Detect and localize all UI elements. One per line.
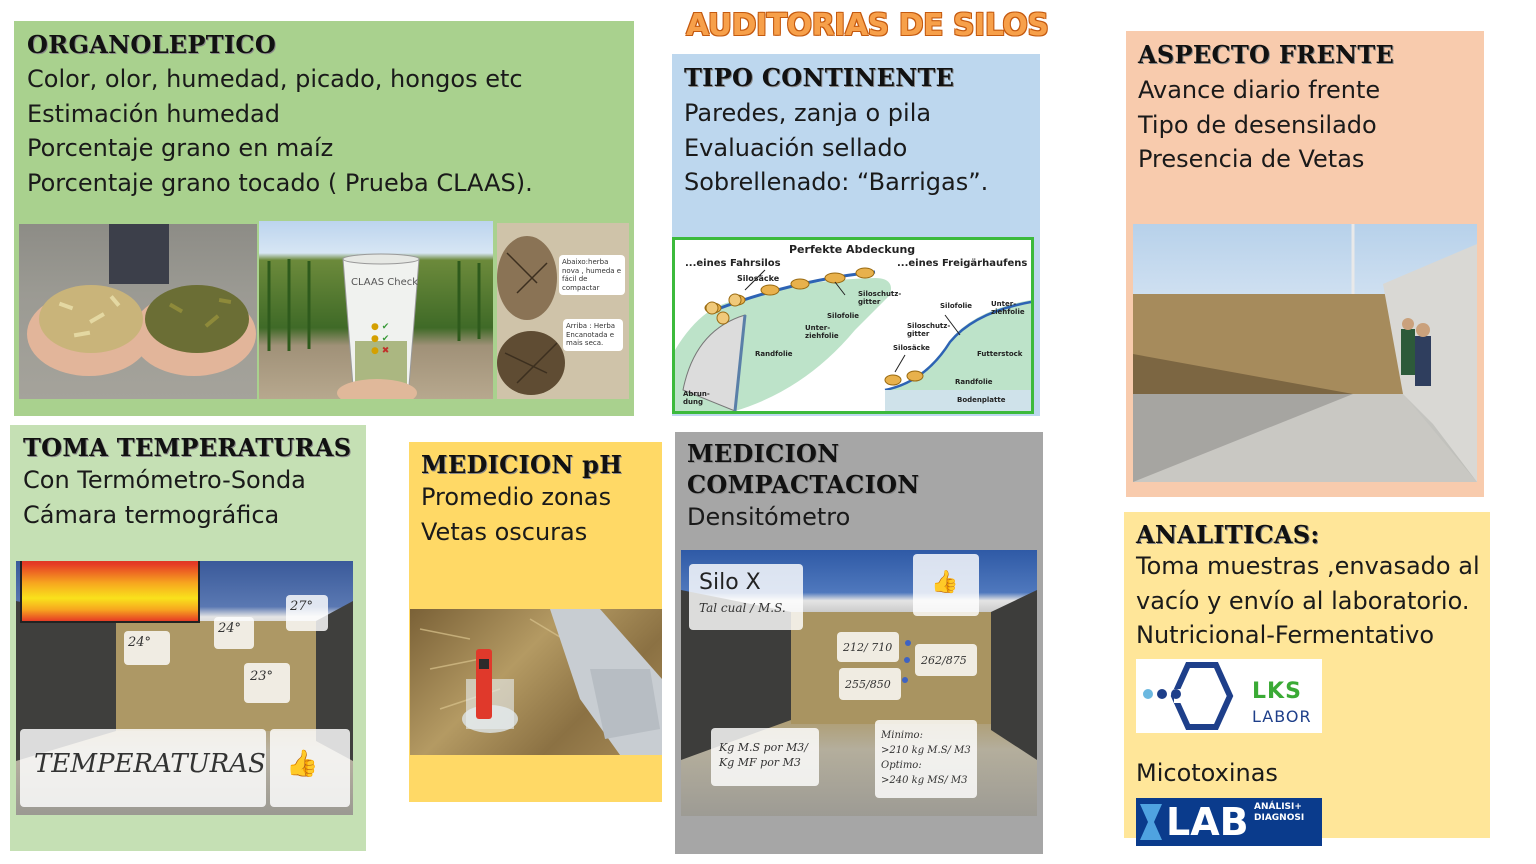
analiticas-line: Toma muestras ,envasado al [1136,552,1480,580]
analiticas-panel [1124,512,1490,844]
analiticas-line: Nutricional-Fermentativo [1136,621,1435,649]
thumbs-up-icon: 👍 [270,729,350,807]
toma-temperaturas-line: Cámara termográfica [23,500,280,529]
thermal-camera-inset [20,561,200,623]
diagram-label-futterstock: Futterstock [977,350,1023,358]
temp-reading: 24° [124,631,170,665]
density-legend [711,728,819,786]
toma-temperaturas-line: Con Termómetro-Sonda [23,466,306,494]
medicion-ph-title: MEDICION pH [421,450,623,479]
density-legend-line: Kg M.S por M3/ [719,741,808,754]
cup-scale: ● ✔ ● ✔ ● ✖ [371,322,390,356]
grass-samples-photo [497,223,629,399]
tipo-continente-line: Evaluación sellado [684,133,908,162]
organoleptico-panel [14,21,634,416]
diagram-left-heading: ...eines Fahrsilos [685,258,781,269]
medicion-ph-line: Vetas oscuras [421,517,588,546]
density-target-line: >210 kg M.S/ M3 [881,745,971,756]
diagram-label-silofolie: Silofolie [827,312,860,320]
grass-note-bottom: Arriba : Herba Encanotada e mais seca. [563,319,623,351]
organoleptico-line: Porcentaje grano tocado ( Prueba CLAAS). [27,168,533,197]
lks-logo-subtext: LABOR [1252,707,1312,726]
diagram-label-siloschutzgitter-right: Siloschutz-gitter [907,322,951,338]
lks-labor-logo [1136,659,1322,733]
tipo-continente-title: TIPO CONTINENTE [684,63,955,92]
toma-temperaturas-lines [23,463,306,532]
density-target-line: Optimo: [881,760,922,771]
lab-analisi-logo [1136,798,1322,846]
temp-reading: 27° [286,595,328,631]
silo-cover-diagram [672,237,1034,414]
micotoxinas-line: Micotoxinas [1136,759,1278,787]
diagram-label-randfolie-right: Randfolie [955,378,993,386]
aspecto-frente-line: Presencia de Vetas [1138,145,1365,173]
grass-samples-illustration [497,223,629,399]
analiticas-line: vacío y envío al laboratorio. [1136,586,1470,615]
toma-temperaturas-panel [10,425,366,851]
diagram-label-siloschutzgitter: Siloschutz-gitter [858,290,902,306]
temperature-silo-photo [16,561,353,815]
silo-x-title: Silo X [699,570,761,595]
grass-note-top: Abaixo:herba nova , humeda e fácil de compactar [559,255,625,295]
silo-x-subtitle: Tal cual / M.S. [699,601,786,615]
silage-hands-photo [19,224,257,399]
ph-meter-photo [410,609,662,755]
lks-logo-text: LKS [1252,679,1302,704]
diagram-label-abrundung: Abrun-dung [683,390,710,406]
lab-logo-mark [1136,798,1166,846]
thumbs-up-icon: 👍 [913,554,979,616]
analiticas-title: ANALITICAS: [1136,520,1320,549]
silage-hands-illustration [19,224,257,399]
diagram-label-randfolie: Randfolie [755,350,793,358]
density-targets [875,720,977,798]
tipo-continente-line: Sobrellenado: “Barrigas”. [684,168,989,196]
ph-meter-illustration [410,609,662,755]
diagram-right-heading: ...eines Freigärhaufens [897,258,1028,269]
page-title: AUDITORIAS DE SILOS [686,8,1049,43]
diagram-label-silofolie-right: Silofolie [940,302,973,310]
density-legend-line: Kg MF por M3 [719,756,801,769]
aspecto-frente-line: Avance diario frente [1138,76,1381,104]
temp-reading: 24° [214,617,254,649]
density-target-line: Minimo: [881,730,923,741]
aspecto-frente-lines [1138,73,1380,177]
density-reading: 262/875 [915,644,977,676]
analiticas-lines [1136,549,1480,653]
diagram-label-silosaecke-right: Silosäcke [893,344,930,352]
diagram-label-silosaecke: Silosäcke [737,274,780,283]
compactacion-line: Densitómetro [687,503,851,531]
medicion-ph-panel [409,442,662,802]
medicion-ph-lines [421,480,611,549]
compactacion-title-line1: MEDICION [687,439,840,468]
organoleptico-title: ORGANOLEPTICO [27,30,277,59]
aspecto-frente-panel [1126,31,1484,497]
tipo-continente-lines [684,96,988,200]
silo-front-photo [1133,224,1477,482]
aspecto-frente-title: ASPECTO FRENTE [1138,40,1395,69]
diagram-title: Perfekte Abdeckung [789,243,916,256]
organoleptico-lines [27,62,533,200]
lab-logo-text: LAB [1166,800,1249,844]
diagram-label-unterziehfolie: Unter-ziehfolie [805,324,839,340]
organoleptico-line: Estimación humedad [27,99,280,128]
silo-front-illustration [1133,224,1477,482]
temp-reading: 23° [244,663,290,703]
silo-x-label [689,564,803,630]
temperaturas-banner: TEMPERATURAS [20,729,266,807]
medicion-ph-line: Promedio zonas [421,483,612,511]
lab-logo-subtext: ANÁLISI+ DIAGNOSI [1254,802,1305,823]
medicion-compactacion-panel [675,432,1043,854]
compactacion-lines [687,500,850,535]
cup-brand-label: CLAAS Check [351,277,419,288]
claas-cup-photo [259,221,493,399]
toma-temperaturas-title: TOMA TEMPERATURAS [23,433,352,462]
diagram-label-bodenplatte: Bodenplatte [957,396,1006,404]
tipo-continente-panel [672,54,1040,416]
density-reading: 212/ 710 [837,632,899,662]
compaction-silo-photo [681,550,1037,816]
density-target-line: >240 kg MS/ M3 [881,775,968,786]
organoleptico-line: Porcentaje grano en maíz [27,134,334,162]
density-reading: 255/850 [839,668,901,700]
diagram-label-unterziehfolie-right: Unter-ziehfolie [991,300,1025,316]
organoleptico-line: Color, olor, humedad, picado, hongos etc [27,65,523,93]
compactacion-title-line2: COMPACTACION [687,470,920,499]
aspecto-frente-line: Tipo de desensilado [1138,110,1377,139]
corn-field-illustration [259,221,493,399]
tipo-continente-line: Paredes, zanja o pila [684,99,932,127]
